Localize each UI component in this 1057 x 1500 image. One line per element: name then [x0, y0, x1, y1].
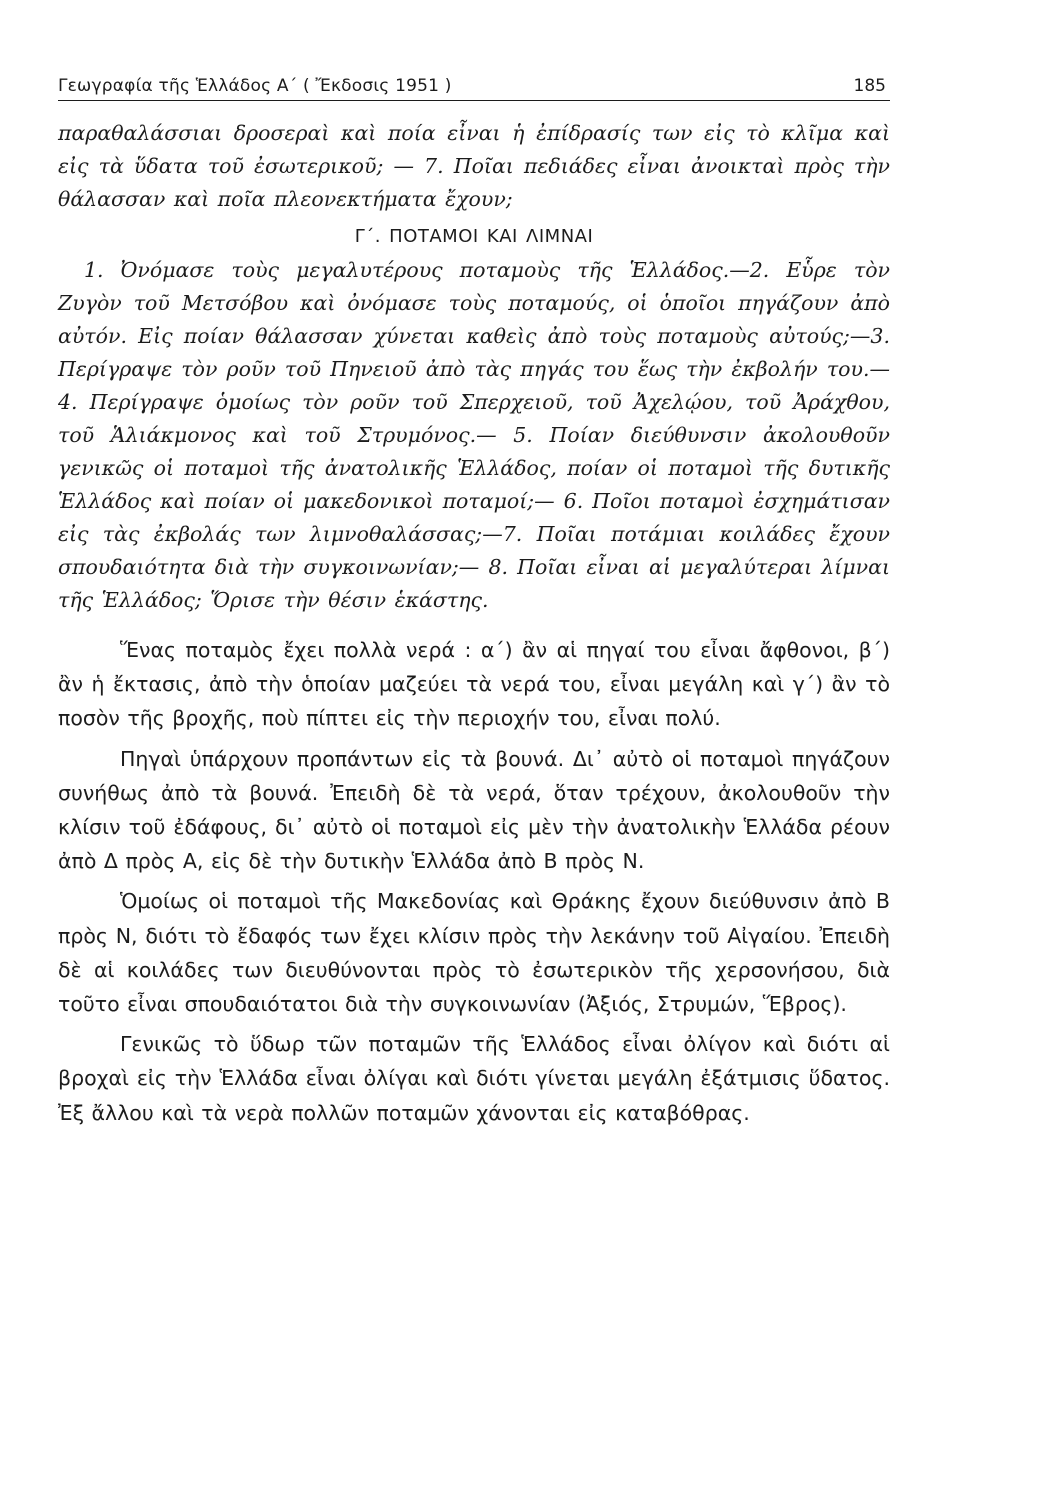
paragraph: Πηγαὶ ὑπάρχουν προπάντων εἰς τὰ βουνά. Δι᾽ αὐτὸ οἱ ποταμοὶ πηγάζουν συνήθως ἀπὸ τὰ βουνά. Ἐπειδὴ δὲ τὰ νερά, ὅταν τρέχουν, ἀκολουθοῦν τὴν κλίσιν τοῦ ἐδάφους, δι᾽ αὐτὸ οἱ ποταμοὶ εἰς μὲν τὴν ἀνατολικὴν Ἑλλάδα ρέουν ἀπὸ Δ πρὸς Α, εἰς δὲ τὴν δυτικὴν Ἑλλάδα ἀπὸ Β πρὸς Ν.: [58, 746, 890, 874]
main-text: [58, 633, 890, 1130]
section-title: Γ΄. ΠΟΤΑΜΟΙ ΚΑΙ ΛΙΜΝΑΙ: [354, 226, 594, 247]
section-exercises: 1. Ὀνόμασε τοὺς μεγαλυτέρους ποταμοὺς τῆς Ἑλλάδος.—2. Εὗρε τὸν Ζυγὸν τοῦ Μετσόβου καὶ ὀνόμασε τοὺς ποταμούς, οἱ ὁποῖοι πηγάζουν ἀπὸ αὐτόν. Εἰς ποίαν θάλασσαν χύνεται καθεὶς ἀπὸ τοὺς ποταμοὺς αὐτούς;—3. Περίγραψε τὸν ροῦν τοῦ Πηνειοῦ ἀπὸ τὰς πηγάς του ἕως τὴν ἐκβολήν του.—4. Περίγραψε ὁμοίως τὸν ροῦν τοῦ Σπερχειοῦ, τοῦ Ἀχελῴου, τοῦ Ἀράχθου, τοῦ Ἁλιάκμονος καὶ τοῦ Στρυμόνος.— 5. Ποίαν διεύθυνσιν ἀκολουθοῦν γενικῶς οἱ ποταμοὶ τῆς ἀνατολικῆς Ἑλλάδος, ποίαν οἱ ποταμοὶ τῆς δυτικῆς Ἑλλάδος καὶ ποίαν οἱ μακεδονικοὶ ποταμοί;— 6. Ποῖοι ποταμοὶ ἐσχημάτισαν εἰς τὰς ἐκβολάς των λιμνοθαλάσσας;—7. Ποῖαι ποτάμιαι κοιλάδες ἔχουν σπουδαιότητα διὰ τὴν συγκοινωνίαν;— 8. Ποῖαι εἶναι αἱ μεγαλύτεραι λίμναι τῆς Ἑλλάδος; Ὅρισε τὴν θέσιν ἑκάστης.: [58, 258, 890, 612]
book-page: [58, 74, 890, 1454]
paragraph: Ὁμοίως οἱ ποταμοὶ τῆς Μακεδονίας καὶ Θράκης ἔχουν διεύθυνσιν ἀπὸ Β πρὸς Ν, διότι τὸ ἔδαφός των ἔχει κλίσιν πρὸς τὴν λεκάνην τοῦ Αἰγαίου. Ἐπειδὴ δὲ αἱ κοιλάδες των διευθύνονται πρὸς τὸ ἐσωτερικὸν τῆς χερσονήσου, διὰ τοῦτο εἶναι σπουδαιότατοι διὰ τὴν συγκοινωνίαν (Ἀξιός, Στρυμών, Ἕβρος).: [58, 889, 890, 1017]
running-title: Γεωγραφία τῆς Ἑλλάδος Α΄ ( Ἔκδοσις 1951 ): [58, 76, 452, 96]
exercises-block: [58, 117, 890, 617]
paragraph: Ἕνας ποταμὸς ἔχει πολλὰ νερά : α΄) ἂν αἱ πηγαί του εἶναι ἄφθονοι, β΄) ἂν ἡ ἔκτασις, ἀπὸ τὴν ὁποίαν μαζεύει τὰ νερά του, εἶναι μεγάλη καὶ γ΄) ἂν τὸ ποσὸν τῆς βροχῆς, ποὺ πίπτει εἰς τὴν περιοχήν του, εἶναι πολύ.: [58, 638, 890, 731]
paragraph: Γενικῶς τὸ ὕδωρ τῶν ποταμῶν τῆς Ἑλλάδος εἶναι ὀλίγον καὶ διότι αἱ βροχαὶ εἰς τὴν Ἑλλάδα εἶναι ὀλίγαι καὶ διότι γίνεται μεγάλη ἐξάτμισις ὕδατος. Ἐξ ἄλλου καὶ τὰ νερὰ πολλῶν ποταμῶν χάνονται εἰς καταβόθρας.: [58, 1032, 890, 1125]
page-header: [58, 74, 890, 101]
exercises-continued: παραθαλάσσιαι δροσεραὶ καὶ ποία εἶναι ἡ ἐπίδρασίς των εἰς τὸ κλῖμα καὶ εἰς τὰ ὕδατα τοῦ ἐσωτερικοῦ; — 7. Ποῖαι πεδιάδες εἶναι ἀνοικταὶ πρὸς τὴν θάλασσαν καὶ ποῖα πλεονεκτήματα ἔχουν;: [58, 121, 890, 211]
page-number: 185: [853, 76, 886, 96]
